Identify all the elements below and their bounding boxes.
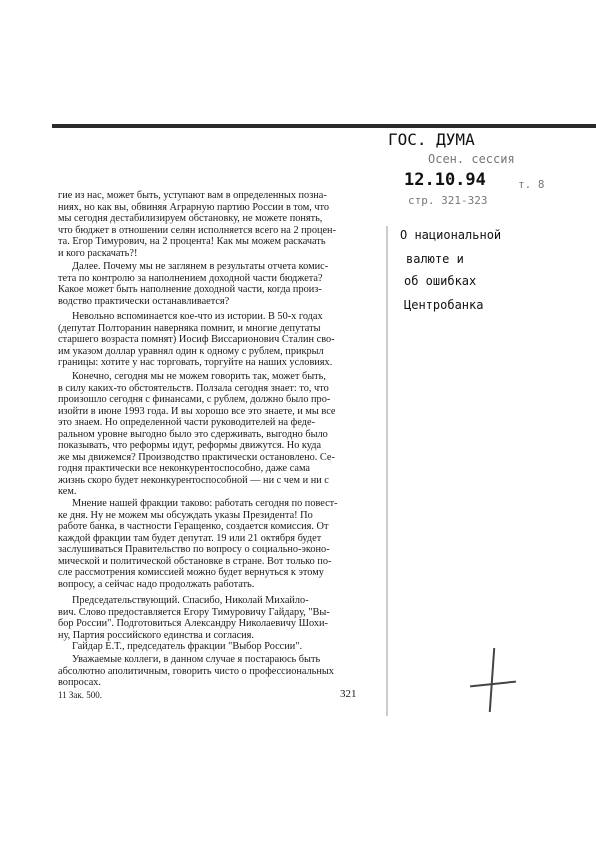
text-line: бор России". Подготовиться Александру Николаевичу Шохи- bbox=[58, 618, 328, 629]
text-line: заслушиваться Правительство по вопросу о социально-эконо- bbox=[58, 544, 330, 555]
speaker-line: Гайдар Е.Т., председатель фракции "Выбор России". bbox=[72, 641, 303, 652]
text-line: мической и политической обстановке в стране. Вот только по- bbox=[58, 555, 332, 567]
paragraph-3 bbox=[58, 311, 358, 369]
text-line: работе банка, в частности Геращенко, создается комиссия. От bbox=[58, 521, 329, 532]
text-line: гие из нас, может быть, уступают вам в определенных позна- bbox=[58, 190, 327, 201]
text-line: Уважаемые коллеги, в данном случае я постараюсь быть bbox=[72, 654, 321, 665]
text-line: Невольно вспоминается кое-что из истории. В 50-х годах bbox=[72, 311, 323, 322]
book-page bbox=[58, 128, 358, 713]
text-line: старшего возраста помнят) Иосиф Виссарионович Сталин сво- bbox=[58, 334, 335, 345]
text-line: Какое может быть наполнение доходной части, когда произ- bbox=[58, 284, 322, 295]
text-line: ральном уровне выгодно было это сдерживать, выгодно было bbox=[58, 428, 328, 440]
text-line: вопросу, а сейчас надо продолжать работать. bbox=[58, 578, 255, 590]
paragraph-8 bbox=[58, 654, 358, 689]
text-line: же мы движемся? Производство практически остановлено. Се- bbox=[58, 451, 335, 463]
text-line: произошло сегодня с финансами, с рублем, должно было про- bbox=[58, 394, 331, 405]
print-order-note: 11 Зак. 500. bbox=[58, 690, 103, 700]
text-line: что бюджет в отношении селян исполняется всего на 2 процен- bbox=[58, 224, 337, 236]
text-line: (депутат Полторанин наверняка помнит, и многие депутаты bbox=[58, 322, 321, 334]
text-line: изойти в июне 1993 года. И вы хорошо все это знаете, и мы все bbox=[58, 405, 336, 417]
text-line: вопросах. bbox=[58, 677, 101, 688]
handwritten-topic: об ошибках bbox=[404, 274, 477, 288]
text-line: годня практически все неконкурентоспособно, даже сама bbox=[58, 463, 310, 474]
paragraph-4 bbox=[58, 371, 358, 498]
text-line: показывать, что реформы идут, реформы движутся. Но куда bbox=[58, 440, 322, 451]
handwritten-topic: О национальной bbox=[400, 228, 502, 242]
text-line: ке дня. Ну не можем мы обсуждать указы Президента! По bbox=[58, 509, 313, 521]
text-line: каждой фракции там будет депутат. 19 или 21 октября будет bbox=[58, 532, 322, 544]
handwritten-session: Осен. сессия bbox=[428, 152, 515, 166]
text-line: Конечно, сегодня мы не можем говорить так, может быть, bbox=[72, 371, 326, 382]
handwritten-topic: валюте и bbox=[406, 252, 464, 266]
text-line: им указом доллар уравнял один к одному с рублем, прикрыл bbox=[58, 345, 324, 357]
handwritten-cross-mark bbox=[489, 648, 495, 712]
paragraph-2 bbox=[58, 261, 358, 307]
text-line: это знаем. Но определенной части руководителей на феде- bbox=[58, 417, 316, 428]
paragraph-7 bbox=[58, 641, 358, 653]
handwritten-header: ГОС. ДУМА bbox=[388, 130, 475, 149]
handwritten-cross-mark bbox=[470, 681, 516, 688]
paragraph-1 bbox=[58, 190, 358, 259]
text-line: Далее. Почему мы не заглянем в результаты отчета комис- bbox=[72, 261, 329, 272]
text-line: в силу каких-то обстоятельств. Ползала сегодня знает: то, что bbox=[58, 382, 329, 394]
text-line: водство практически останавливается? bbox=[58, 295, 230, 307]
text-line: Мнение нашей фракции таково: работать сегодня по повест- bbox=[72, 498, 338, 509]
text-line: вич. Слово предоставляется Егору Тимуровичу Гайдару, "Вы- bbox=[58, 606, 330, 618]
text-line: мы сегодня дестабилизируем обстановку, не можете понять, bbox=[58, 213, 323, 224]
handwritten-date: 12.10.94 bbox=[404, 170, 486, 190]
margin-line bbox=[386, 226, 388, 716]
handwritten-volume: т. 8 bbox=[518, 178, 545, 191]
text-line: ну, Партия российского единства и согласия. bbox=[58, 629, 254, 641]
page-number: 321 bbox=[340, 688, 357, 700]
text-line: та. Егор Тимурович, на 2 процента! Как мы можем раскачать bbox=[58, 236, 326, 247]
handwritten-topic: Центробанка bbox=[404, 298, 484, 312]
text-line: жизнь скоро будет неконкурентоспособной — ни с чем и ни с bbox=[58, 474, 329, 486]
text-line: Председательствующий. Спасибо, Николай Михайло- bbox=[72, 595, 309, 606]
paragraph-5 bbox=[58, 498, 358, 590]
text-line: кем. bbox=[58, 486, 77, 497]
text-line: и кого раскачать?! bbox=[58, 247, 138, 259]
handwritten-pages: стр. 321-323 bbox=[408, 194, 488, 207]
text-line: ниях, но как вы, обвиняя Аграрную партию России в том, что bbox=[58, 201, 330, 213]
text-line: абсолютно аполитичным, говорить чисто о профессиональных bbox=[58, 665, 334, 677]
text-line: сле рассмотрения комиссией можно будет вернуться к этому bbox=[58, 567, 324, 578]
text-line: границы: хотите у нас торговать, торгуйте на наших условиях. bbox=[58, 357, 333, 368]
text-line: тета по контролю за наполнением доходной части бюджета? bbox=[58, 272, 323, 284]
paragraph-6 bbox=[58, 595, 358, 641]
